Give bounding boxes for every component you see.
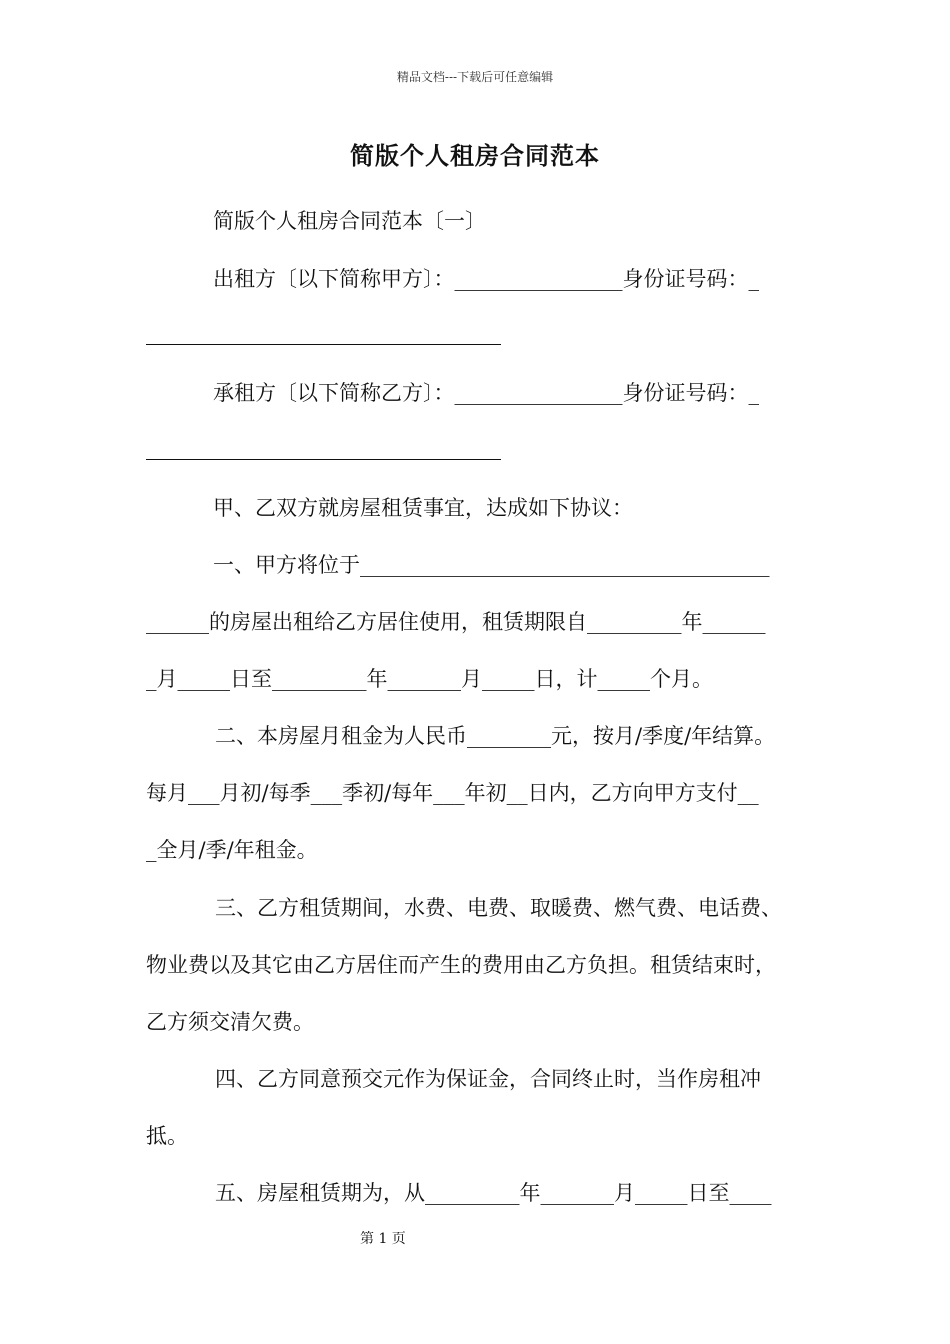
subtitle-line: 简版个人租房合同范本〔一〕 (213, 209, 486, 233)
lessor-line: 出租方〔以下简称甲方〕：________________身份证号码：_ (213, 267, 759, 291)
page-number: 第 1 页 (360, 1231, 406, 1247)
blank-rule (146, 459, 501, 460)
clause-4-line-2: 抵。 (146, 1124, 188, 1148)
clause-1-line-2: ______的房屋出租给乙方居住使用，租赁期限自_________年______ (146, 610, 766, 634)
clause-2-line-1: 二、本房屋月租金为人民币________元，按月/季度/年结算。 (215, 724, 776, 748)
page-header: 精品文档---下载后可任意编辑 (396, 70, 554, 84)
lessee-line: 承租方〔以下简称乙方〕：________________身份证号码：_ (213, 381, 759, 405)
clause-3-line-3: 乙方须交清欠费。 (146, 1010, 314, 1034)
clause-4-line-1: 四、乙方同意预交元作为保证金，合同终止时，当作房租冲 (215, 1067, 761, 1091)
agreement-intro: 甲、乙双方就房屋租赁事宜，达成如下协议： (213, 496, 633, 520)
clause-1-line-1: 一、甲方将位于_______________________________________ (213, 553, 770, 577)
document-title: 简版个人租房合同范本 (350, 141, 600, 170)
clause-3-line-1: 三、乙方租赁期间，水费、电费、取暖费、燃气费、电话费、 (215, 896, 782, 920)
clause-2-line-3: _全月/季/年租金。 (146, 838, 318, 862)
clause-2-line-2: 每月___月初/每季___季初/每年___年初__日内，乙方向甲方支付__ (146, 781, 759, 805)
clause-5-line-1: 五、房屋租赁期为，从_________年_______月_____日至____ (215, 1181, 772, 1205)
clause-1-line-3: _月_____日至_________年_______月_____日，计_____个月。 (146, 667, 713, 691)
clause-3-line-2: 物业费以及其它由乙方居住而产生的费用由乙方负担。租赁结束时， (146, 953, 776, 977)
blank-rule (146, 344, 501, 345)
